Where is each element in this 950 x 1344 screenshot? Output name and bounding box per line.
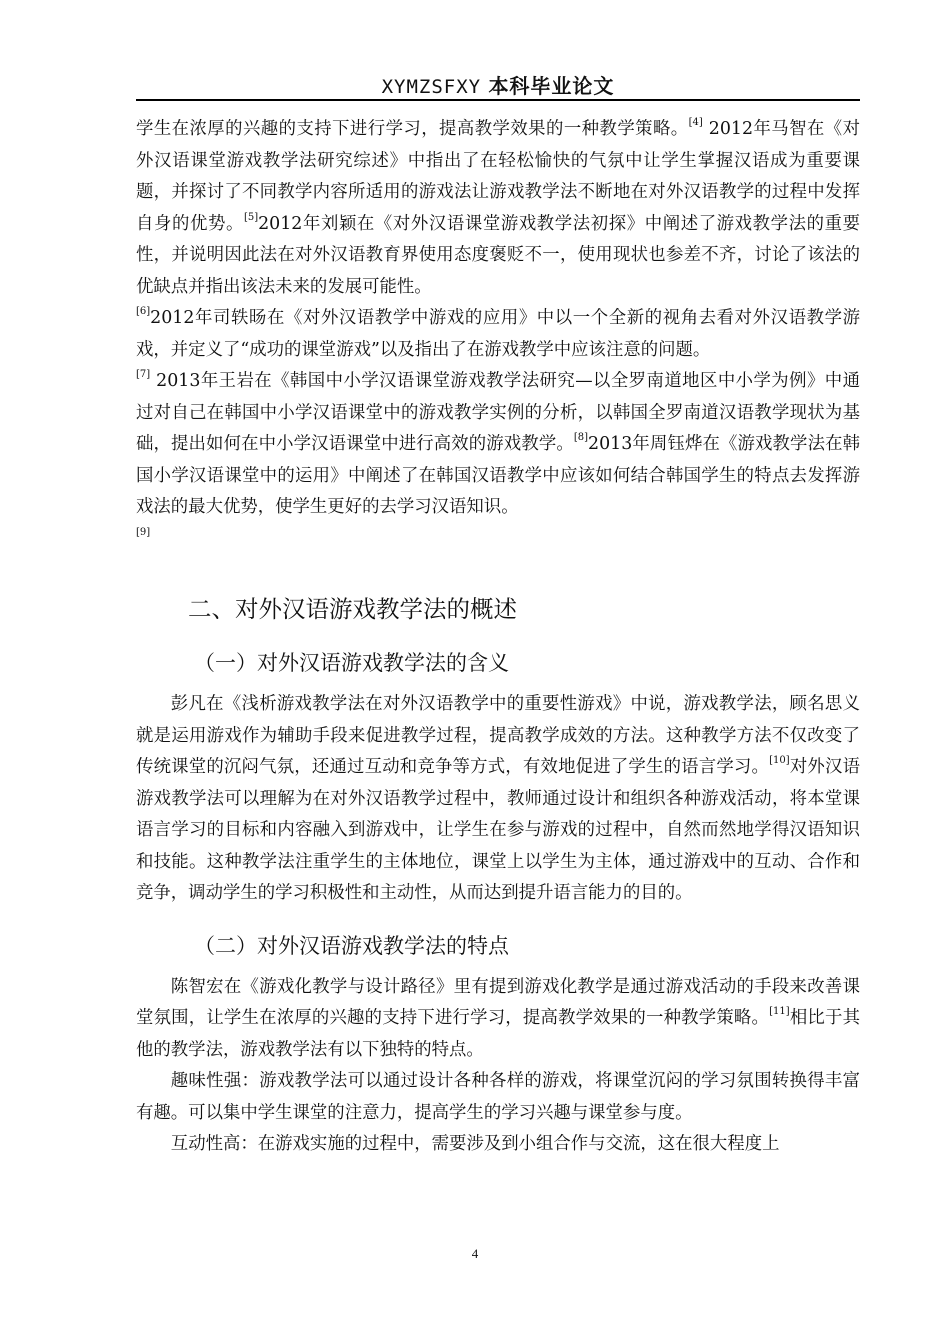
citation-ref: [11] [769, 1006, 790, 1017]
citation-ref: [5] [243, 211, 259, 223]
subsection-heading-features: （二）对外汉语游戏教学法的特点 [194, 933, 509, 958]
definition-paragraph [136, 689, 860, 910]
features-intro-paragraph [136, 972, 860, 1067]
citation-ref: [9] [136, 526, 151, 538]
feature-interactive-paragraph: 互动性高：在游戏实施的过程中，需要涉及到小组合作与交流，这在很大程度上 [170, 1134, 780, 1154]
page-header [136, 70, 860, 100]
para-text: 陈智宏在《游戏化教学与设计路径》里有提到游戏化教学是通过游戏活动的手段来改善课堂氛围，让学生在浓厚的兴趣的支持下进行学习，提高教学效果的一种教学策略。 [136, 976, 860, 1028]
para-text: 2013年周钰烨在《游戏教学法在韩国小学汉语课堂中的运用》中阐述了在韩国汉语教学中应该如何结合韩国学生的特点去发挥游戏法的最大优势，使学生更好的去学习汉语知识。 [136, 434, 860, 517]
para-text: 相比于其他的教学法，游戏教学法有以下独特的特点。 [136, 1008, 860, 1060]
para-text: 彭凡在《浅析游戏教学法在对外汉语教学中的重要性游戏》中说，游戏教学法，顾名思义就是运用游戏作为辅助手段来促进教学过程，提高教学成效的方法。这种教学方法不仅改变了传统课堂的沉闷气氛，还通过互动和竞争等方式，有效地促进了学生的语言学习。 [136, 694, 860, 777]
feature-fun-paragraph: 趣味性强：游戏教学法可以通过设计各种各样的游戏，将课堂沉闷的学习氛围转换得丰富有趣。可以集中学生课堂的注意力，提高学生的学习兴趣与课堂参与度。 [136, 1071, 860, 1123]
page-content [136, 114, 860, 1161]
citation-ref: [8] [573, 432, 589, 443]
para-text: 学生在浓厚的兴趣的支持下进行学习，提高教学效果的一种教学策略。 [136, 119, 689, 139]
citation-ref: [6] [136, 306, 151, 317]
subsection-heading-definition: （一）对外汉语游戏教学法的含义 [194, 651, 509, 675]
page-number: 4 [471, 1246, 479, 1261]
header-rule [136, 99, 860, 101]
para-text: 2012年马智在《对外汉语课堂游戏教学法研究综述》中指出了在轻松愉快的气氛中让学生掌握汉语成为重要课题，并探讨了不同教学内容所适用的游戏法让游戏教学法不断地在对外汉语教学的过程中发挥自身的优势。 [136, 119, 860, 234]
section-heading: 二、对外汉语游戏教学法的概述 [188, 595, 517, 623]
para-text: 对外汉语游戏教学法可以理解为在对外汉语教学过程中，教师通过设计和组织各种游戏活动，将本堂课语言学习的目标和内容融入到游戏中，让学生在参与游戏的过程中，自然而然地学得汉语知识和技能。这种教学法注重学生的主体地位，课堂上以学生为主体，通过游戏中的互动、合作和竞争，调动学生的学习积极性和主动性，从而达到提升语言能力的目的。 [136, 757, 860, 903]
header-title: 本科毕业论文 [488, 74, 615, 98]
citation-ref: [4] [688, 117, 703, 128]
citation-ref: [7] [136, 369, 151, 380]
para-text: 2012年刘颖在《对外汉语课堂游戏教学法初探》中阐述了游戏教学法的重要性，并说明因此法在对外汉语教育界使用态度褒贬不一，使用现状也参差不齐，讨论了该法的优缺点并指出该法未来的发展可能性。 [136, 213, 860, 297]
citation-ref: [10] [769, 755, 790, 766]
header-code: XYMZSFXY [381, 76, 482, 98]
para-text: 2012年司轶旸在《对外汉语教学中游戏的应用》中以一个全新的视角去看对外汉语教学游戏，并定义了“成功的课堂游戏”以及指出了在游戏教学中应该注意的问题。 [136, 308, 860, 360]
literature-review-paragraph [136, 114, 860, 555]
para-text: 2013年王岩在《韩国中小学汉语课堂游戏教学法研究—以全罗南道地区中小学为例》中通过对自己在韩国中小学汉语课堂中的游戏教学实例的分析，以韩国全罗南道汉语教学现状为基础，提出如何在中小学汉语课堂中进行高效的游戏教学。 [136, 371, 860, 454]
